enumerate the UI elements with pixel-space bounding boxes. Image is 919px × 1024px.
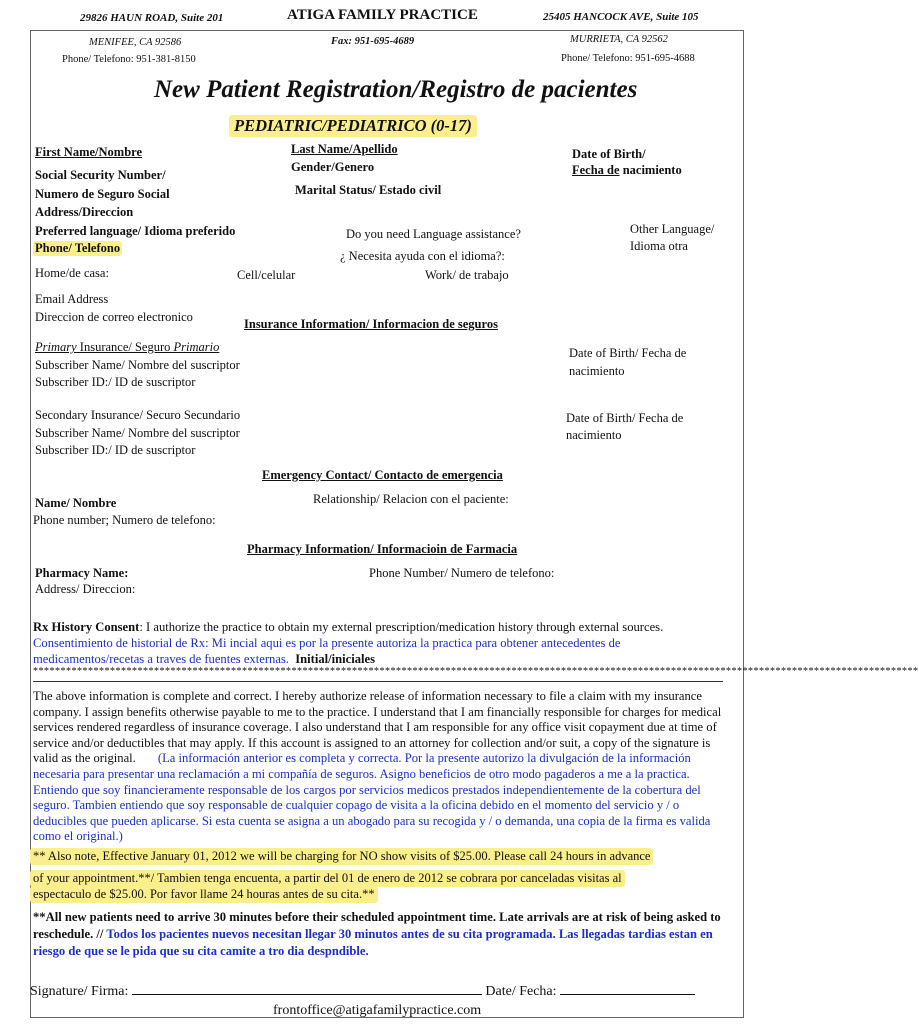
primary-dob-line2: nacimiento	[569, 364, 625, 378]
email-label-es: Direccion de correo electronico	[35, 310, 193, 324]
dob-fecha-underlined: Fecha de	[572, 163, 620, 177]
insurance-heading: Insurance Information/ Informacion de seguros	[244, 317, 498, 331]
consent-paragraph	[33, 689, 723, 845]
arrival-es: Todos los pacientes nuevos necesitan llegar 30 minutos antes de su cita programada. Las llegadas tardias estan en riesgo de que se le pida que su cita camite a tro dia despndible.	[33, 927, 713, 958]
left-address: 29826 HAUN ROAD, Suite 201	[80, 12, 224, 24]
insurance-word: Insurance/ Seguro	[76, 340, 174, 354]
noshow-line3: espectaculo de $25.00. Por favor llame 24 houras antes de su cita.**	[30, 886, 378, 903]
last-name-label: Last Name/Apellido	[291, 142, 398, 156]
language-assist-question: Do you need Language assistance?	[346, 227, 521, 241]
page-title: New Patient Registration/Registro de pacientes	[154, 76, 638, 103]
cell-phone-label: Cell/celular	[237, 268, 296, 282]
other-language-line1: Other Language/	[630, 222, 715, 236]
rx-consent-label: Rx History Consent	[33, 620, 140, 634]
right-address: 25405 HANCOCK AVE, Suite 105	[543, 11, 699, 23]
date-line[interactable]	[560, 982, 695, 995]
email-label: Email Address	[35, 292, 109, 306]
right-city: MURRIETA, CA 92562	[570, 34, 668, 45]
primary-insurance-label	[35, 340, 219, 355]
left-phone: Phone/ Telefono: 951-381-8150	[62, 54, 196, 65]
language-assist-question-es: ¿ Necesita ayuda con el idioma?:	[340, 249, 505, 263]
noshow-line1: ** Also note, Effective January 01, 2012 we will be charging for NO show visits of $25.00. Please call 24 hours in advance	[30, 848, 653, 865]
pharmacy-address-label: Address/ Direccion:	[35, 582, 136, 596]
arrival-note	[33, 909, 723, 960]
dob-label-line2-full	[572, 163, 682, 178]
pharmacy-heading: Pharmacy Information/ Informacioin de Farmacia	[247, 542, 518, 556]
primary-word: Primary	[35, 340, 77, 354]
work-phone-label: Work/ de trabajo	[425, 268, 509, 282]
secondary-dob-line2: nacimiento	[566, 428, 622, 442]
fax-number: Fax: 951-695-4689	[331, 36, 415, 47]
noshow-line2: of your appointment.**/ Tambien tenga encuenta, a partir del 01 de enero de 2012 se cobrara por canceladas visitas al	[30, 870, 625, 887]
ssn-label-line1: Social Security Number/	[35, 168, 166, 182]
signature-line[interactable]	[132, 982, 482, 995]
emergency-phone-label: Phone number; Numero de telefono:	[33, 513, 216, 527]
signature-label: Signature/ Firma:	[30, 984, 129, 999]
signature-row	[30, 982, 695, 1000]
phone-label: Phone/ Telefono	[35, 241, 121, 255]
dob-nacimiento: nacimiento	[619, 163, 682, 177]
language-label: Preferred language/ Idioma preferido	[35, 224, 236, 238]
office-email: frontoffice@atigafamilypractice.com	[273, 1003, 482, 1018]
gender-label: Gender/Genero	[291, 160, 375, 174]
secondary-subscriber-name-label: Subscriber Name/ Nombre del suscriptor	[35, 426, 240, 440]
arrival-en: **All new patients need to arrive 30 minutes before their scheduled appointment time. Late arrivals are at risk of being asked to reschedule. //	[33, 910, 721, 941]
secondary-subscriber-id-label: Subscriber ID:/ ID de suscriptor	[35, 443, 196, 457]
primario-word: Primario	[173, 340, 220, 354]
rx-consent	[33, 619, 723, 635]
star-divider: *****************************************************************************************************************************************************************	[33, 666, 919, 677]
subscriber-id-label: Subscriber ID:/ ID de suscriptor	[35, 375, 196, 389]
right-phone: Phone/ Telefono: 951-695-4688	[561, 53, 695, 64]
dob-label-line1: Date of Birth/	[572, 147, 646, 161]
emergency-relationship-label: Relationship/ Relacion con el paciente:	[313, 492, 509, 506]
address-label: Address/Direccion	[35, 205, 134, 219]
pharmacy-phone-label: Phone Number/ Numero de telefono:	[369, 566, 555, 580]
pharmacy-name-label: Pharmacy Name:	[35, 566, 129, 580]
consent-en: The above information is complete and correct. I hereby authorize release of information necessary to file a claim with my insurance company. I assign benefits otherwise payable to me to the practice. I understand that I am financially responsible for charges for medical services rendered regardless of insurance coverage. I also understand that I am responsible for any office visit copayment due at time of service and/or deductibles that may apply. If this account is assigned to an attorney for collection and/or suit, a copy of the signature is valid as the original.	[33, 689, 722, 766]
marital-status-label: Marital Status/ Estado civil	[295, 183, 442, 197]
emergency-name-label: Name/ Nombre	[35, 496, 117, 510]
ssn-label-line2: Numero de Seguro Social	[35, 187, 170, 201]
divider-line	[33, 681, 723, 682]
practice-name: ATIGA FAMILY PRACTICE	[287, 7, 478, 23]
rx-consent-text: : I authorize the practice to obtain my external prescription/medication history through external sources.	[139, 620, 664, 634]
date-label: Date/ Fecha:	[485, 984, 557, 999]
page-subtitle: PEDIATRIC/PEDIATRICO (0-17)	[229, 115, 477, 137]
left-city: MENIFEE, CA 92586	[89, 37, 182, 48]
secondary-insurance-label: Secondary Insurance/ Securo Secundario	[35, 408, 241, 422]
subscriber-name-label: Subscriber Name/ Nombre del suscriptor	[35, 358, 240, 372]
home-phone-label: Home/de casa:	[35, 266, 109, 280]
emergency-heading: Emergency Contact/ Contacto de emergencia	[262, 468, 503, 482]
consent-es: (La información anterior es completa y correcta. Por la presente autorizo la divulgación de la información necesaria para presentar una reclamación a mi compañía de seguros. Asigno beneficios de otro modo pagaderos a me a la practica. Entiendo que soy financieramente responsable de los cargos por servicios medicos prestados independientemente de la cobertura del seguro. Tambien entiendo que soy responsable de cualquier copago de visita a la oficina debido en el momento del servicio y / o deducibles que pueden aplicarse. Si esta cuenta se asigna a un abogado para su recogida y / o demanda, una copia de la firma es valida como el original.)	[33, 751, 711, 844]
rx-consent-es-text: Consentimiento de historial de Rx: Mi incial aqui es por la presente autoriza la practica para obtener antecedentes de medicamentos/recetas a traves de fuentes externas.	[33, 636, 621, 666]
other-language-line2: Idioma otra	[630, 239, 688, 253]
first-name-label: First Name/Nombre	[35, 145, 143, 159]
rx-initial-label: Initial/iniciales	[295, 652, 376, 666]
rx-consent-es	[33, 635, 723, 667]
secondary-dob-line1: Date of Birth/ Fecha de	[566, 411, 684, 425]
primary-dob-line1: Date of Birth/ Fecha de	[569, 346, 687, 360]
